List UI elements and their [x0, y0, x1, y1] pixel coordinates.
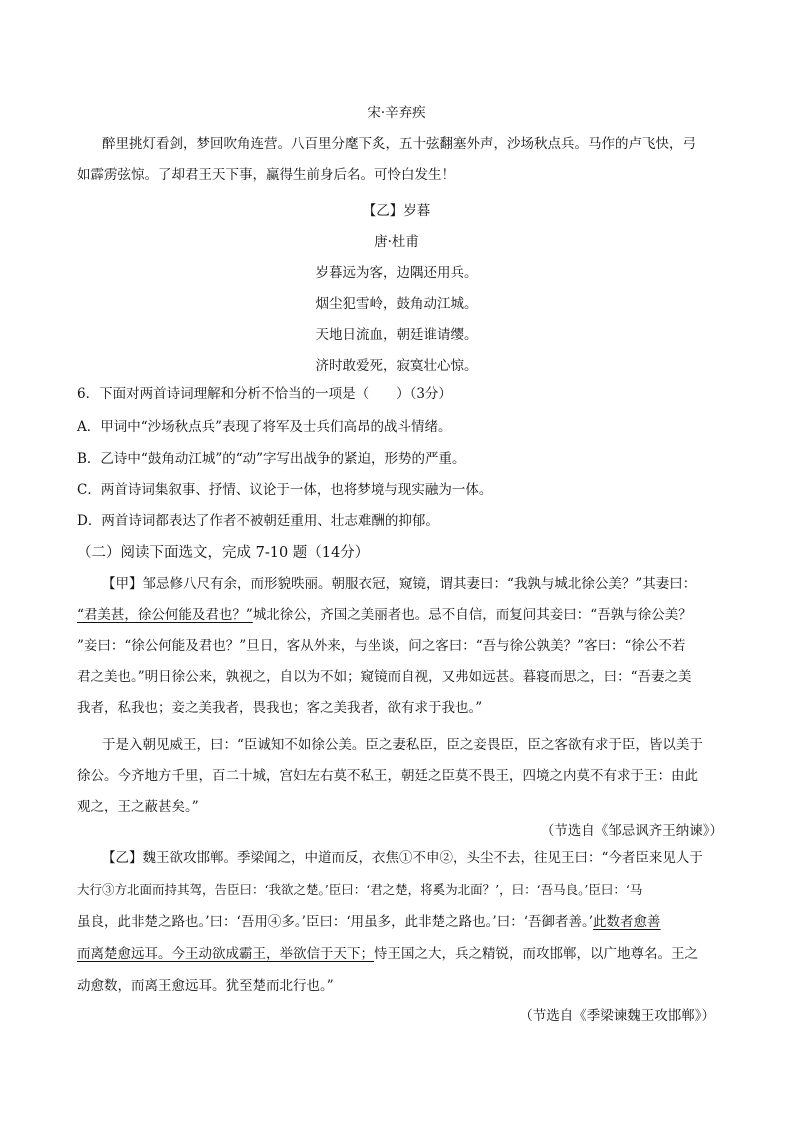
poem1-line-2: 如霹雳弦惊。了却君王天下事，赢得生前身后名。可怜白发生！ — [77, 167, 455, 183]
poem1-author: 宋·辛弃疾 — [367, 105, 426, 121]
poem2-author: 唐·杜甫 — [374, 234, 419, 250]
passage-a-line-7: 徐公。今齐地方千里，百二十城，宫妇左右莫不私王，朝廷之臣莫不畏王，四境之内莫不有求于王：由此 — [77, 768, 698, 784]
poem2-line-1: 岁暮远为客，边隅还用兵。 — [315, 265, 478, 281]
passage-a-line-5: 我者，私我也；妾之美我者，畏我也；客之美我者，欲有求于我也。” — [77, 700, 483, 716]
passage-a-source: （节选自《邹忌讽齐王纳谏》） — [540, 823, 723, 839]
passage-a-line-8: 观之，王之蔽甚矣。” — [77, 799, 199, 815]
passage-a-line-2 — [77, 606, 692, 624]
passage-a-line-6: 于是入朝见威王，曰：“臣诚知不如徐公美。臣之妻私臣，臣之妾畏臣，臣之客欲有求于臣，皆以美于 — [102, 737, 703, 753]
passage-b-line-4-rest: 恃王国之大，兵之精锐，而攻邯郸，以广地尊名。王之 — [374, 946, 698, 962]
passage-b-line-3-text: 虽良，此非楚之路也。’曰：‘吾用④多。’臣曰：‘用虽多，此非楚之路也。’曰：‘吾御者善。’ — [77, 914, 594, 930]
poem2-line-2: 烟尘犯雪岭，鼓角动江城。 — [315, 296, 478, 312]
passage-a-line-2-rest: 城北徐公，齐国之美丽者也。忌不自信，而复问其妾曰：“吾孰与徐公美？ — [252, 607, 692, 623]
passage-b-source: （节选自《季梁谏魏王攻邯郸》） — [519, 1008, 715, 1024]
poem2-line-4: 济时敢爱死，寂寞壮心惊。 — [315, 358, 478, 374]
poem1-line-1: 醉里挑灯看剑，梦回吹角连营。八百里分麾下炙，五十弦翻塞外声，沙场秋点兵。马作的卢飞快，弓 — [102, 136, 696, 152]
passage-b-underlined-phrase-3: 举欲信于天下； — [279, 946, 374, 962]
passage-b-underlined-phrase-1: 此数者愈善 — [593, 914, 661, 930]
question-6-option-a: A．甲词中“沙场秋点兵”表现了将军及士兵们高昂的战斗情绪。 — [77, 419, 452, 435]
passage-b-line-1: 【乙】魏王欲攻邯郸。季梁闻之，中道而反，衣焦①不申②，头尘不去，往见王曰：“今者臣来见人于 — [102, 850, 703, 866]
passage-a-line-3: ”妾曰：“徐公何能及君也？”旦日，客从外来，与坐谈，问之客曰：“吾与徐公孰美？”客曰：“徐公不若 — [77, 638, 686, 654]
passage-b-line-3 — [77, 913, 661, 931]
passage-a-line-1: 【甲】邹忌修八尺有余，而形貌昳丽。朝服衣冠，窥镜，谓其妻曰：“我孰与城北徐公美？”其妻曰： — [102, 576, 697, 592]
question-6-stem: 6．下面对两首诗词理解和分析不恰当的一项是（ ）（3分） — [77, 386, 452, 402]
passage-b-underlined-phrase-2: 而离楚愈远耳。今王动欲成霸王， — [77, 946, 280, 962]
passage-b-line-2: 大行③方北面而持其驾，告臣曰：‘我欲之楚。’臣曰：‘君之楚，将奚为北面？’，曰：‘吾马良。’臣曰：‘马 — [77, 882, 643, 897]
poem2-title: 【乙】岁暮 — [362, 203, 431, 219]
question-6-option-b: B．乙诗中“鼓角动江城”的“动”字写出战争的紧迫，形势的严重。 — [77, 451, 466, 467]
passage-a-line-4: 君之美也。”明日徐公来，孰视之，自以为不如；窥镜而自视，又弗如远甚。暮寝而思之，曰：“吾妻之美 — [77, 669, 692, 685]
poem2-line-3: 天地日流血，朝廷谁请缨。 — [315, 327, 478, 343]
question-6-option-c: C．两首诗词集叙事、抒情、议论于一体，也将梦境与现实融为一体。 — [77, 482, 493, 498]
passage-a-underlined-quote: “君美甚，徐公何能及君也？” — [77, 607, 253, 623]
passage-b-line-4 — [77, 945, 698, 963]
passage-b-line-5: 动愈数，而离王愈远耳。犹至楚而北行也。” — [77, 978, 334, 994]
section-2-heading: （二）阅读下面选文，完成 7-10 题（14分） — [77, 545, 370, 561]
question-6-option-d: D．两首诗词都表达了作者不被朝廷重用、壮志难酬的抑郁。 — [77, 513, 439, 529]
